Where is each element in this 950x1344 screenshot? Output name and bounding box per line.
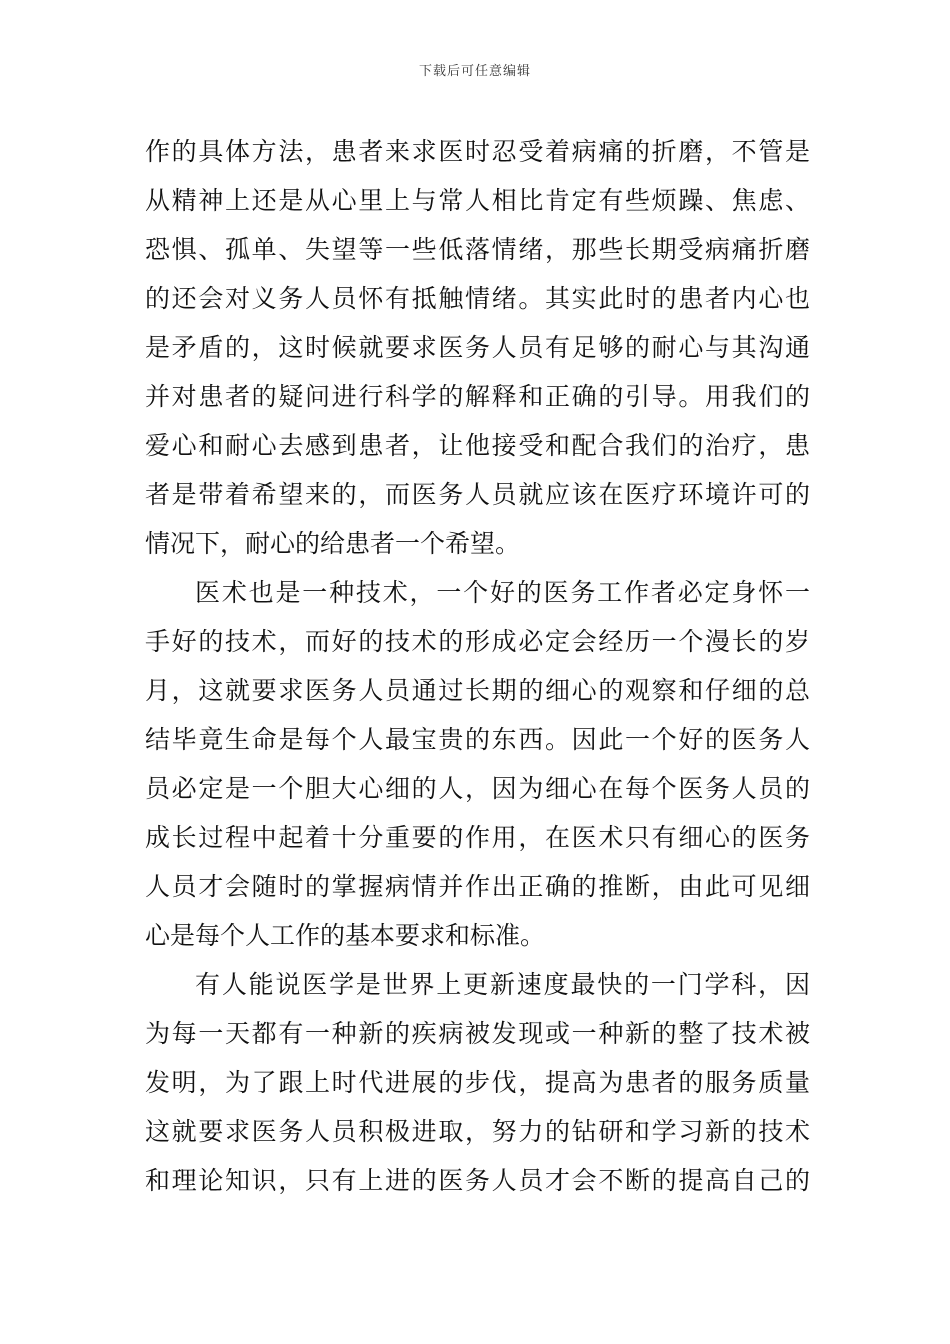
text-line: 月，这就要求医务人员通过长期的细心的观察和仔细的总	[145, 676, 810, 705]
text-line: 这就要求医务人员积极进取，努力的钻研和学习新的技术	[145, 1117, 810, 1146]
text-line: 有人能说医学是世界上更新速度最快的一门学科，因	[195, 970, 810, 999]
paragraph-2	[145, 568, 810, 960]
paragraph-3	[145, 960, 810, 1205]
page-header: 下载后可任意编辑	[418, 64, 531, 79]
document-body	[145, 127, 810, 1205]
text-line: 手好的技术，而好的技术的形成必定会经历一个漫长的岁	[145, 627, 810, 656]
text-line: 是矛盾的，这时候就要求医务人员有足够的耐心与其沟通	[145, 333, 810, 362]
text-line: 恐惧、孤单、失望等一些低落情绪，那些长期受病痛折磨	[145, 235, 810, 264]
text-line: 结毕竟生命是每个人最宝贵的东西。因此一个好的医务人	[145, 725, 810, 754]
text-line: 情况下，耐心的给患者一个希望。	[145, 529, 521, 558]
text-line: 的还会对义务人员怀有抵触情绪。其实此时的患者内心也	[145, 284, 810, 313]
text-line: 医术也是一种技术，一个好的医务工作者必定身怀一	[195, 578, 810, 607]
paragraph-1	[145, 127, 810, 568]
text-line: 人员才会随时的掌握病情并作出正确的推断，由此可见细	[145, 872, 810, 901]
text-line: 爱心和耐心去感到患者，让他接受和配合我们的治疗，患	[145, 431, 810, 460]
text-line: 和理论知识，只有上进的医务人员才会不断的提高自己的	[145, 1166, 810, 1195]
text-line: 者是带着希望来的，而医务人员就应该在医疗环境许可的	[145, 480, 810, 509]
text-line: 作的具体方法，患者来求医时忍受着病痛的折磨，不管是	[145, 137, 810, 166]
text-line: 并对患者的疑问进行科学的解释和正确的引导。用我们的	[145, 382, 810, 411]
text-line: 为每一天都有一种新的疾病被发现或一种新的整了技术被	[145, 1019, 810, 1048]
text-line: 成长过程中起着十分重要的作用，在医术只有细心的医务	[145, 823, 810, 852]
text-line: 心是每个人工作的基本要求和标准。	[145, 921, 546, 950]
text-line: 从精神上还是从心里上与常人相比肯定有些烦躁、焦虑、	[145, 186, 810, 215]
text-line: 发明，为了跟上时代进展的步伐，提高为患者的服务质量	[145, 1068, 810, 1097]
text-line: 员必定是一个胆大心细的人，因为细心在每个医务人员的	[145, 774, 810, 803]
